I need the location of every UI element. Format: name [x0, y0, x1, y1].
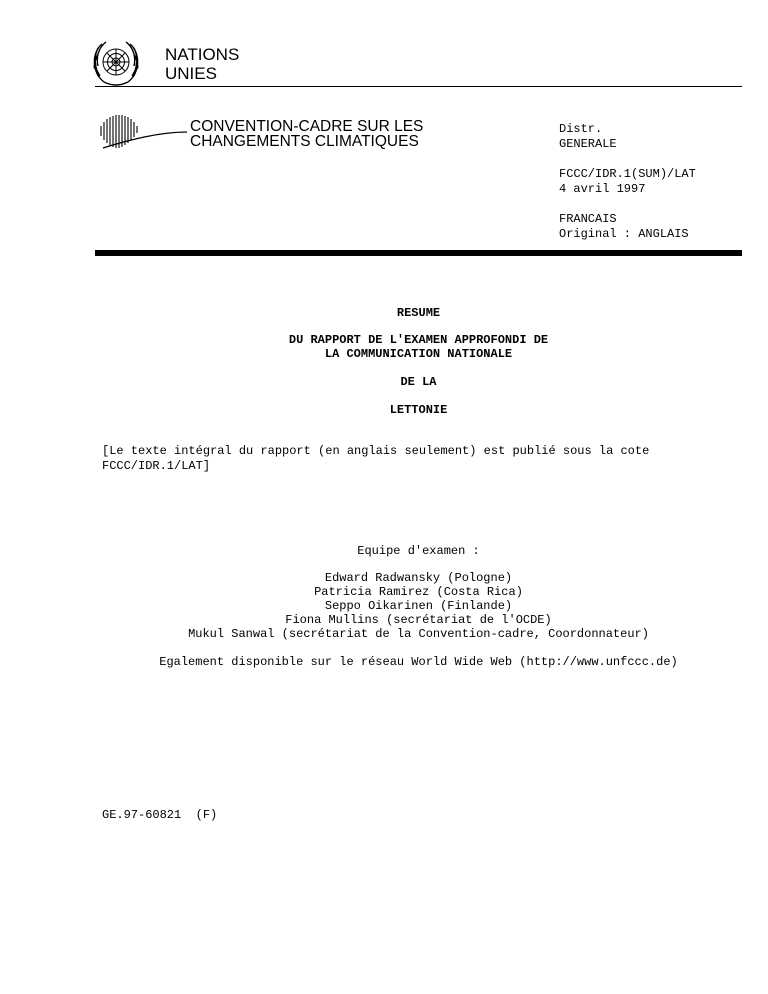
team-member: Patricia Ramirez (Costa Rica): [314, 585, 523, 599]
team-member: Fiona Mullins (secrétariat de l'OCDE): [285, 613, 552, 627]
thick-divider: [95, 250, 742, 256]
un-emblem-icon: [88, 38, 144, 88]
team-member: Seppo Oikarinen (Finlande): [324, 599, 513, 613]
availability-note: Egalement disponible sur le réseau World Wide Web (http://www.unfccc.de): [159, 655, 678, 669]
org-name-line1: NATIONS: [165, 45, 240, 64]
team-member: Mukul Sanwal (secrétariat de la Convention-cadre, Coordonnateur): [188, 627, 649, 641]
distribution-type: GENERALE: [559, 137, 617, 151]
original-language: Original : ANGLAIS: [559, 227, 689, 241]
unfccc-logo-icon: [99, 110, 189, 154]
title-line-2: DU RAPPORT DE L'EXAMEN APPROFONDI DE: [288, 333, 549, 347]
title-resume: RESUME: [396, 306, 441, 320]
convention-title-line2: CHANGEMENTS CLIMATIQUES: [190, 133, 419, 150]
review-team-heading: Equipe d'examen :: [357, 544, 480, 558]
full-text-note: [Le texte intégral du rapport (en anglais seulement) est publié sous la cote FCCC/IDR.1/LAT]: [102, 444, 650, 473]
convention-title: [190, 119, 423, 149]
document-job-code: GE.97-60821 (F): [102, 808, 218, 822]
org-name-line2: UNIES: [165, 64, 217, 83]
document-symbol: FCCC/IDR.1(SUM)/LAT: [559, 167, 696, 181]
title-line-3: LA COMMUNICATION NATIONALE: [324, 347, 513, 361]
document-date: 4 avril 1997: [559, 182, 646, 196]
header-divider: [95, 86, 742, 87]
title-line-4: DE LA: [400, 375, 437, 389]
document-metadata: [559, 122, 696, 242]
convention-title-line1: CONVENTION-CADRE SUR LES: [190, 118, 424, 135]
distribution-label: Distr.: [559, 122, 603, 136]
organization-name: [165, 45, 239, 83]
title-country: LETTONIE: [389, 403, 448, 417]
document-language: FRANCAIS: [559, 212, 617, 226]
team-member: Edward Radwansky (Pologne): [324, 571, 513, 585]
